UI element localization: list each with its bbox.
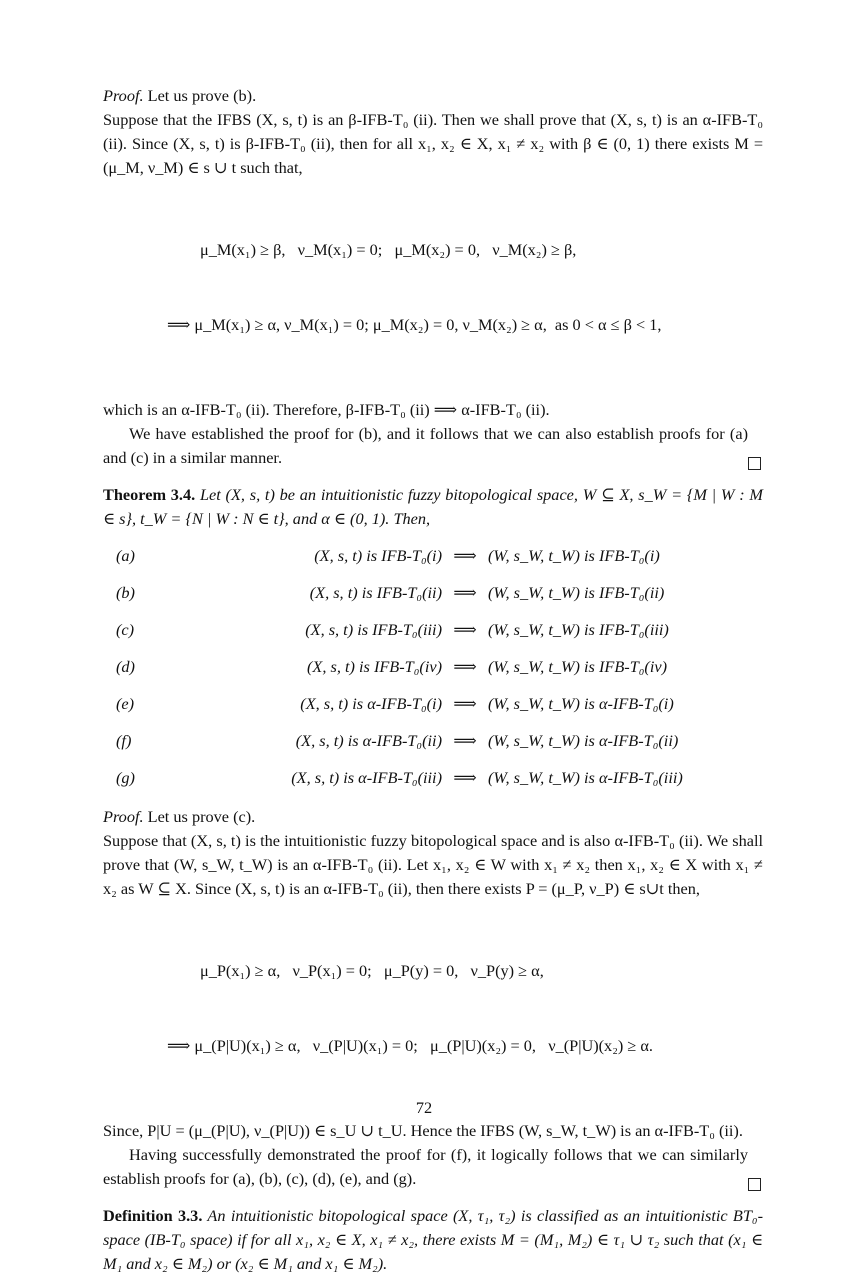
page-number: 72 xyxy=(415,1098,433,1117)
theorem-items xyxy=(103,537,763,796)
proof-b-closing: We have established the proof for (b), and it follows that we can also establish proofs for (a) and (c) in a similar manner. xyxy=(103,424,748,467)
theorem-item xyxy=(103,611,763,648)
equation-line: ⟹ μ_M(x₁) ≥ α, ν_M(x₁) = 0; μ_M(x₂) = 0, ν_M(x₂) ≥ α, as 0 < α ≤ β < 1, xyxy=(167,315,662,334)
item-rhs: (W, s_W, t_W) is α-IFB-T₀(iii) xyxy=(488,767,683,787)
theorem-item xyxy=(103,574,763,611)
implies-arrow: ⟹ xyxy=(453,656,477,676)
item-lhs: (X, s, t) is α-IFB-T₀(i) xyxy=(300,693,442,713)
proof-c-equations xyxy=(103,911,763,1109)
proof-c-paragraph: Suppose that (X, s, t) is the intuitionistic fuzzy bitopological space and is also α-IFB-T₀ (ii). We shall prove that (W, s_W, t_W) is an α-IFB-T₀ (ii). Let x₁, x₂ ∈ W with x₁ ≠ x₂ then x₁, x₂ ∈ X with x₁ ≠ x₂ as W ⊆ X. Since (X, s, t) is an α-IFB-T₀ (ii), then there exists P = (μ_P, ν_P) ∈ s∪t then, xyxy=(103,831,763,898)
proof-label: Proof. xyxy=(103,86,144,105)
item-lhs: (X, s, t) is α-IFB-T₀(ii) xyxy=(295,730,442,750)
item-rhs: (W, s_W, t_W) is IFB-T₀(iii) xyxy=(488,619,669,639)
implies-arrow: ⟹ xyxy=(453,730,477,750)
item-rhs: (W, s_W, t_W) is IFB-T₀(iv) xyxy=(488,656,668,676)
theorem-text: Let (X, s, t) be an intuitionistic fuzzy bitopological space, W ⊆ X, s_W = {M | W : M ∈ s}, t_W = {N | W : N ∈ t}, and α ∈ (0, 1). Then, xyxy=(103,485,763,528)
implies-arrow: ⟹ xyxy=(453,693,477,713)
definition-text: An intuitionistic bitopological space (X, τ₁, τ₂) is classified as an intuitionistic BT₀-space (IB-T₀ space) if for all x₁, x₂ ∈ X, x₁ ≠ x₂, there exists M = (M₁, M₂) ∈ τ₁ ∪ τ₂ such that (x₁ ∈ M₁ and x₂ ∈ M₂) or (x₂ ∈ M₁ and x₁ ∈ M₂). xyxy=(103,1206,763,1273)
definition-label: Definition 3.3. xyxy=(103,1206,203,1225)
item-lhs: (X, s, t) is IFB-T₀(iii) xyxy=(305,619,442,639)
theorem-item xyxy=(103,537,763,574)
implies-arrow: ⟹ xyxy=(453,619,477,639)
theorem-statement xyxy=(103,483,763,531)
proof-c-closing: Having successfully demonstrated the proof for (f), it logically follows that we can similarly establish proofs for (a), (b), (c), (d), (e), and (g). xyxy=(103,1145,748,1188)
item-label: (c) xyxy=(116,619,135,639)
item-label: (b) xyxy=(116,582,135,602)
qed-square-icon xyxy=(748,457,761,470)
item-lhs: (X, s, t) is IFB-T₀(iv) xyxy=(307,656,442,676)
item-label: (e) xyxy=(116,693,135,713)
theorem-item xyxy=(103,685,763,722)
equation-line: μ_M(x₁) ≥ β, ν_M(x₁) = 0; μ_M(x₂) = 0, ν_M(x₂) ≥ β, xyxy=(200,240,577,259)
item-lhs: (X, s, t) is IFB-T₀(i) xyxy=(314,545,442,565)
item-label: (f) xyxy=(116,730,132,750)
implies-arrow: ⟹ xyxy=(453,545,477,565)
implies-arrow: ⟹ xyxy=(453,767,477,787)
theorem-item xyxy=(103,722,763,759)
proof-b-heading xyxy=(103,84,763,108)
item-label: (d) xyxy=(116,656,135,676)
qed-square-icon xyxy=(748,1178,761,1191)
proof-label: Proof. xyxy=(103,807,144,826)
theorem-item xyxy=(103,759,763,796)
item-rhs: (W, s_W, t_W) is IFB-T₀(ii) xyxy=(488,582,665,602)
item-label: (a) xyxy=(116,545,135,565)
proof-b-closing-line xyxy=(103,422,763,470)
proof-c-closing-line xyxy=(103,1143,763,1191)
proof-intro: Let us prove (c). xyxy=(143,807,256,826)
theorem-item xyxy=(103,648,763,685)
proof-b-paragraph: Suppose that the IFBS (X, s, t) is an β-IFB-T₀ (ii). Then we shall prove that (X, s, t) is an α-IFB-T₀ (ii). Since (X, s, t) is β-IFB-T₀ (ii), then for all x₁, x₂ ∈ X, x₁ ≠ x₂ with β ∈ (0, 1) there exists M = (μ_M, ν_M) ∈ s ∪ t such that, xyxy=(103,110,763,177)
item-lhs: (X, s, t) is α-IFB-T₀(iii) xyxy=(291,767,442,787)
proof-b-equations xyxy=(103,190,763,388)
item-lhs: (X, s, t) is IFB-T₀(ii) xyxy=(309,582,442,602)
proof-c-conclusion: Since, P|U = (μ_(P|U), ν_(P|U)) ∈ s_U ∪ t_U. Hence the IFBS (W, s_W, t_W) is an α-IFB-T₀ (ii). xyxy=(103,1121,743,1140)
definition-block xyxy=(103,1204,763,1276)
implies-arrow: ⟹ xyxy=(453,582,477,602)
item-rhs: (W, s_W, t_W) is α-IFB-T₀(i) xyxy=(488,693,674,713)
proof-c-heading xyxy=(103,805,763,829)
theorem-label: Theorem 3.4. xyxy=(103,485,196,504)
item-rhs: (W, s_W, t_W) is α-IFB-T₀(ii) xyxy=(488,730,679,750)
item-rhs: (W, s_W, t_W) is IFB-T₀(i) xyxy=(488,545,660,565)
proof-b-conclusion: which is an α-IFB-T₀ (ii). Therefore, β-IFB-T₀ (ii) ⟹ α-IFB-T₀ (ii). xyxy=(103,400,550,419)
equation-line: ⟹ μ_(P|U)(x₁) ≥ α, ν_(P|U)(x₁) = 0; μ_(P|U)(x₂) = 0, ν_(P|U)(x₂) ≥ α. xyxy=(167,1036,653,1055)
proof-intro: Let us prove (b). xyxy=(143,86,257,105)
item-label: (g) xyxy=(116,767,135,787)
equation-line: μ_P(x₁) ≥ α, ν_P(x₁) = 0; μ_P(y) = 0, ν_P(y) ≥ α, xyxy=(200,961,544,980)
